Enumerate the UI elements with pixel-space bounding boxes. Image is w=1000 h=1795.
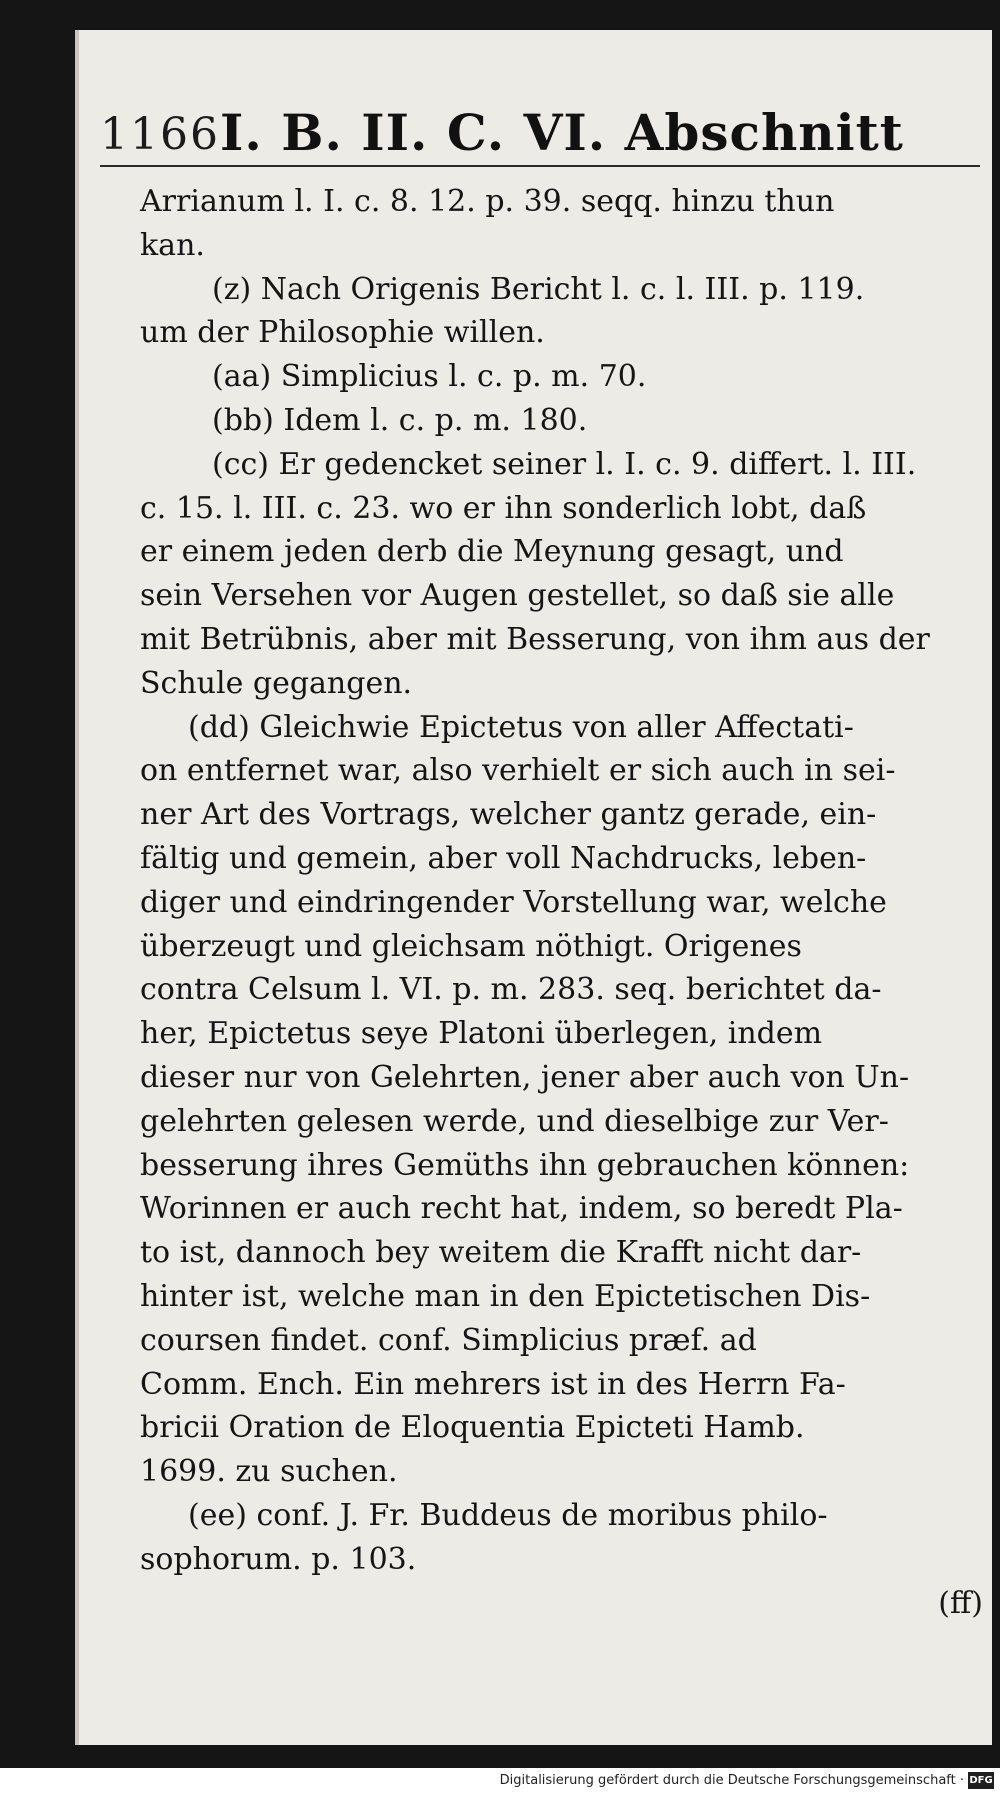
text-line: fältig und gemein, aber voll Nachdrucks, leben- xyxy=(140,840,867,876)
text-line: to ist, dannoch bey weitem die Krafft nicht dar- xyxy=(140,1235,862,1271)
text-line: überzeugt und gleichsam nöthigt. Origenes xyxy=(140,928,802,964)
text-line: sophorum. p. 103. xyxy=(140,1541,417,1577)
footnote-text xyxy=(140,180,995,1625)
text-line: diger und eindringender Vorstellung war, welche xyxy=(140,884,887,920)
running-head xyxy=(100,95,980,167)
text-line: (bb) Idem l. c. p. m. 180. xyxy=(212,402,588,438)
text-line: ner Art des Vortrags, welcher gantz gerade, ein- xyxy=(140,797,877,833)
text-line: (aa) Simplicius l. c. p. m. 70. xyxy=(212,359,647,395)
text-line: (ee) conf. J. Fr. Buddeus de moribus philo- xyxy=(188,1497,828,1533)
text-line: kan. xyxy=(140,227,205,263)
text-line: (dd) Gleichwie Epictetus von aller Affectati- xyxy=(188,709,854,745)
running-title: I. B. II. C. VI. Abschnitt xyxy=(220,103,904,162)
text-line: her, Epictetus seye Platoni überlegen, indem xyxy=(140,1016,823,1052)
text-line: coursen findet. conf. Simplicius præf. ad xyxy=(140,1322,757,1358)
text-line: sein Versehen vor Augen gestellet, so daß sie alle xyxy=(140,578,895,614)
dfg-logo: DFG xyxy=(968,1772,994,1789)
text-line: dieser nur von Gelehrten, jener aber auch von Un- xyxy=(140,1059,910,1095)
text-line: 1699. zu suchen. xyxy=(140,1454,398,1490)
text-line: besserung ihres Gemüths ihn gebrauchen können: xyxy=(140,1147,910,1183)
text-line: hinter ist, welche man in den Epictetischen Dis- xyxy=(140,1278,871,1314)
text-line: (cc) Er gedencket seiner l. I. c. 9. differt. l. III. xyxy=(212,446,917,482)
text-line: bricii Oration de Eloquentia Epicteti Hamb. xyxy=(140,1410,805,1446)
text-line: on entfernet war, also verhielt er sich auch in sei- xyxy=(140,753,896,789)
page-number: 1166 xyxy=(100,109,220,160)
text-line: um der Philosophie willen. xyxy=(140,315,545,351)
text-line: er einem jeden derb die Meynung gesagt, und xyxy=(140,534,844,570)
text-line: c. 15. l. III. c. 23. wo er ihn sonderlich lobt, daß xyxy=(140,490,867,526)
text-line: (z) Nach Origenis Bericht l. c. l. III. p. 119. xyxy=(212,271,865,307)
text-line: Schule gegangen. xyxy=(140,665,413,701)
digitization-footer xyxy=(0,1768,1000,1795)
text-line: Comm. Ench. Ein mehrers ist in des Herrn Fa- xyxy=(140,1366,846,1402)
text-line: (ff) xyxy=(938,1585,983,1621)
text-line: mit Betrübnis, aber mit Besserung, von ihm aus der xyxy=(140,621,930,657)
text-line: Worinnen er auch recht hat, indem, so beredt Pla- xyxy=(140,1191,903,1227)
text-line: contra Celsum l. VI. p. m. 283. seq. berichtet da- xyxy=(140,972,882,1008)
funding-credit: Digitalisierung gefördert durch die Deutsche Forschungsgemeinschaft · xyxy=(499,1773,964,1788)
text-line: Arrianum l. I. c. 8. 12. p. 39. seqq. hinzu thun xyxy=(140,184,835,219)
text-line: gelehrten gelesen werde, und dieselbige zur Ver- xyxy=(140,1103,889,1139)
